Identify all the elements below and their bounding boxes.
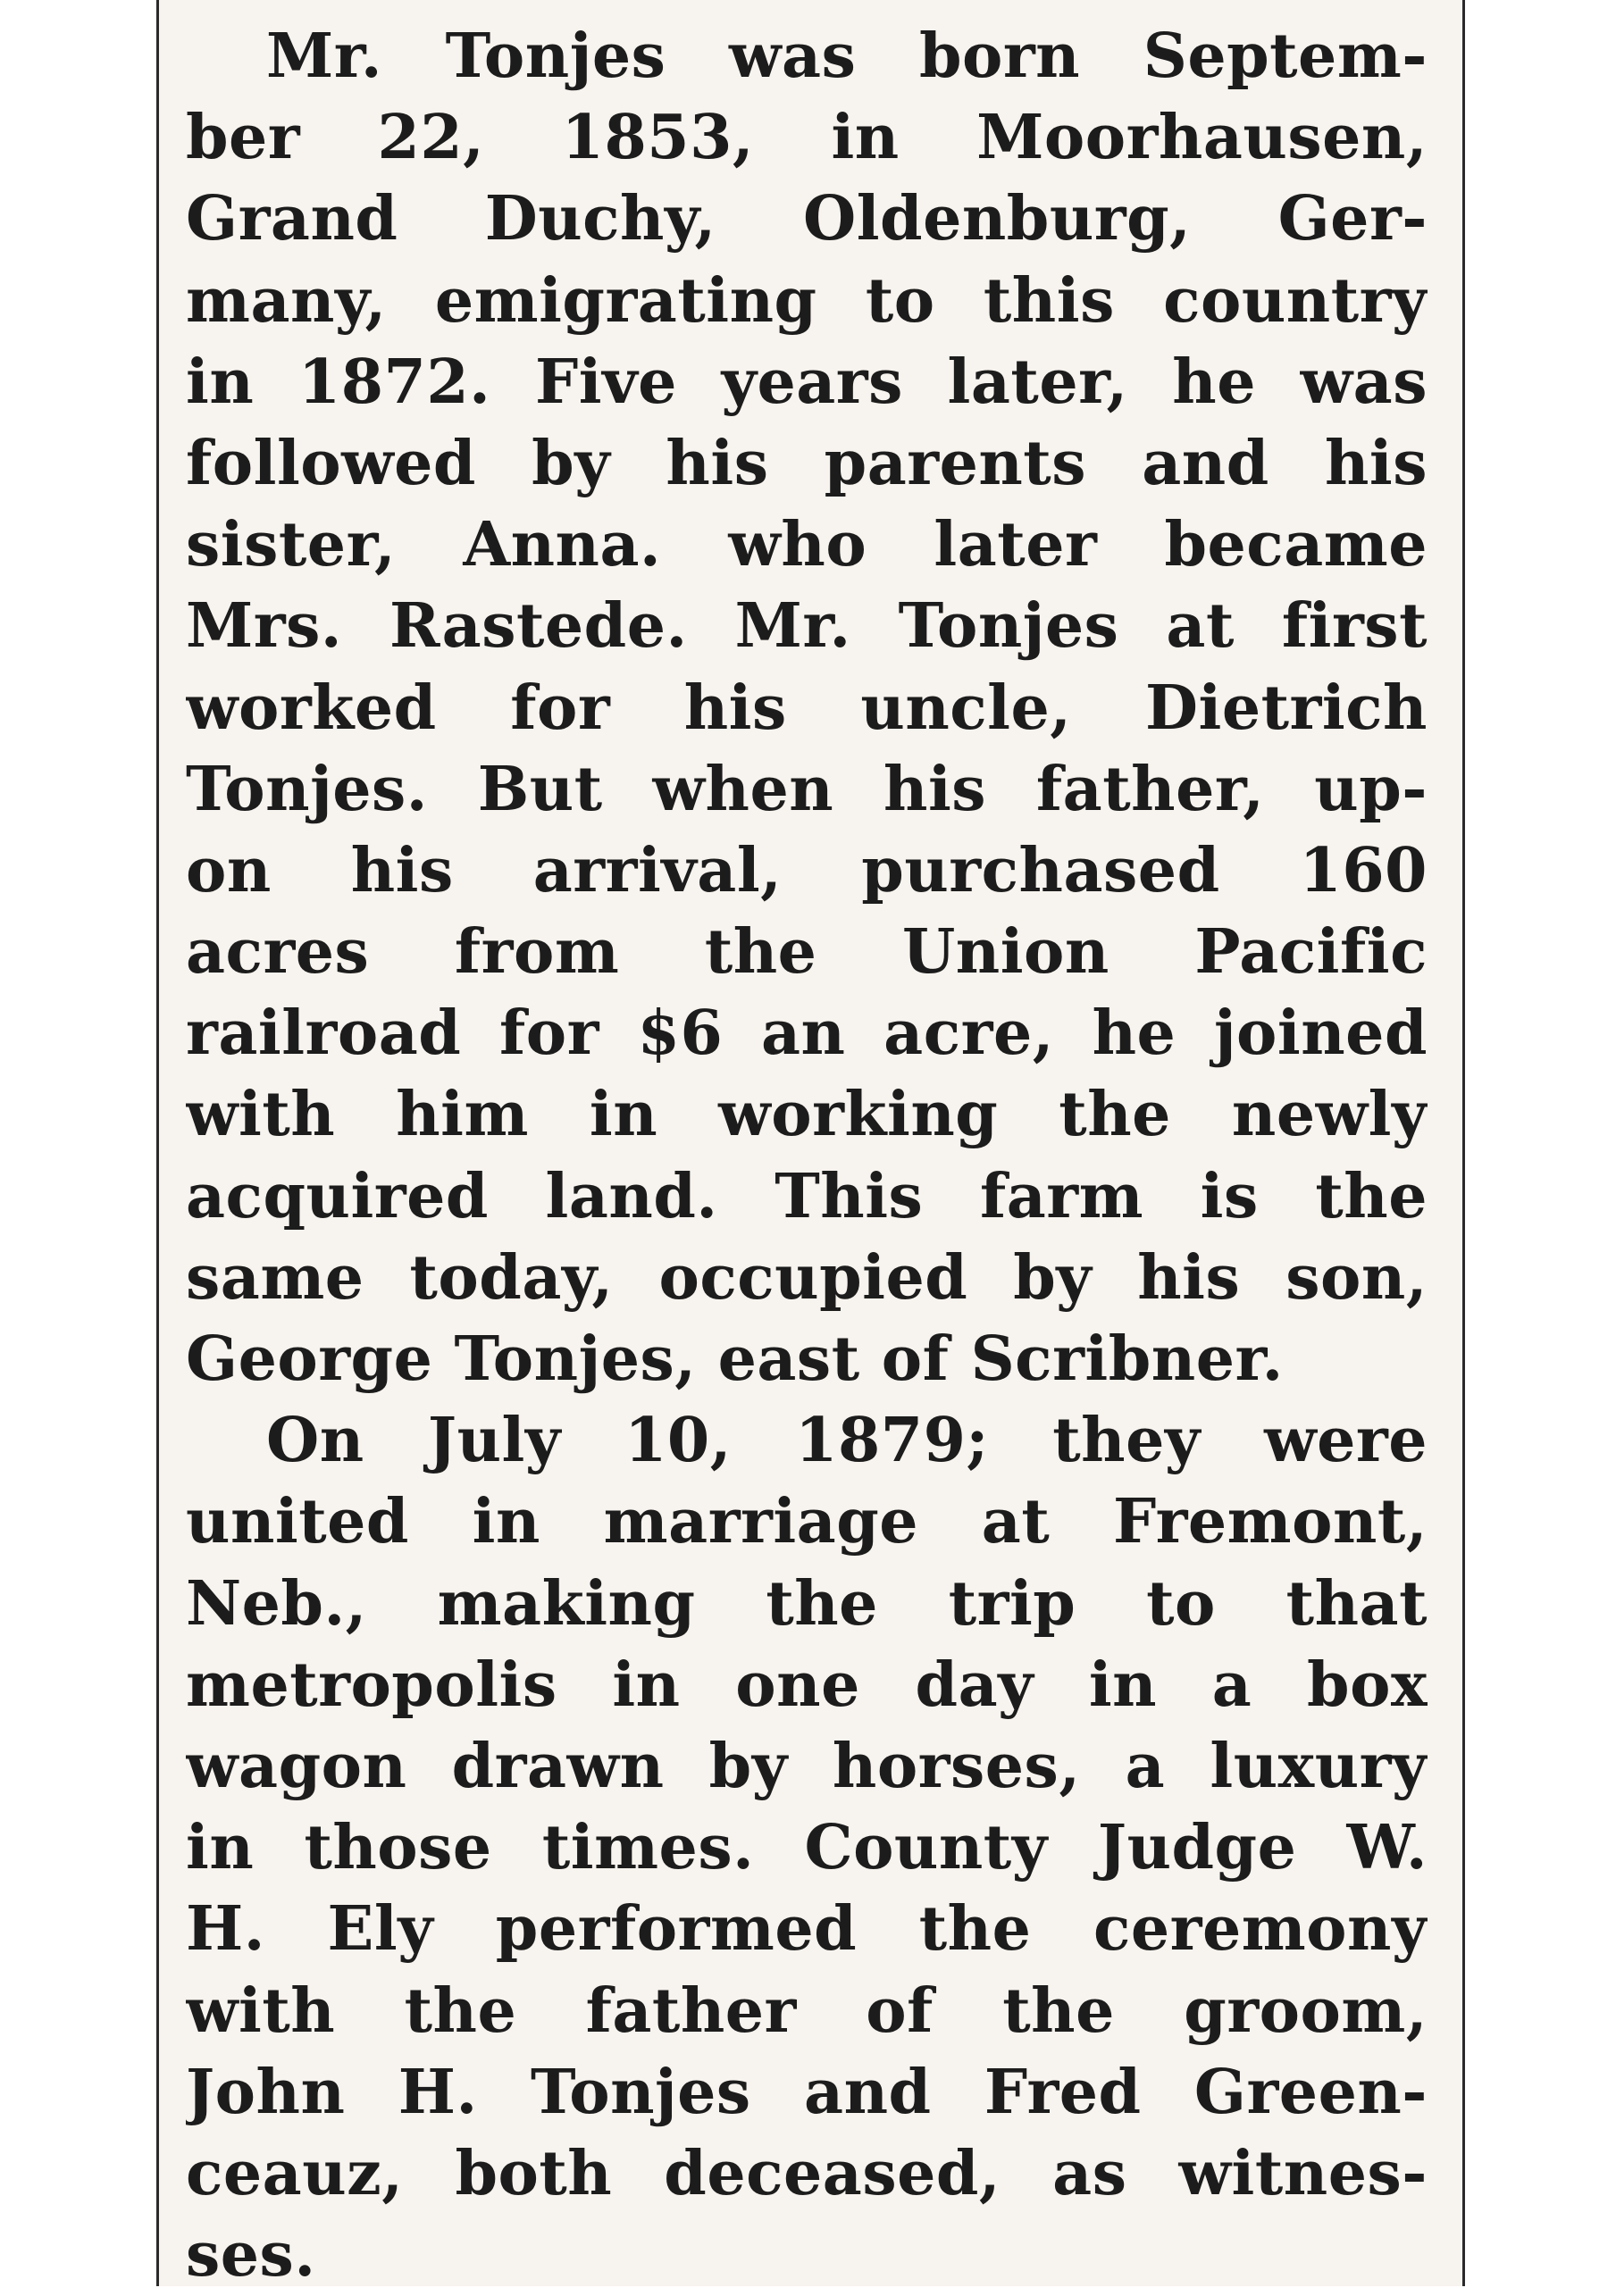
text-line: acquired land. This farm is the xyxy=(186,1160,1428,1232)
text-line: united in marriage at Fremont, xyxy=(186,1486,1428,1558)
text-line: worked for his uncle, Dietrich xyxy=(186,672,1428,744)
text-line: George Tonjes, east of Scribner. xyxy=(186,1323,1284,1395)
text-line: acres from the Union Pacific xyxy=(186,916,1428,989)
text-line: in 1872. Five years later, he was xyxy=(186,346,1428,418)
text-line: followed by his parents and his xyxy=(186,427,1428,499)
text-line: with him in working the newly xyxy=(186,1079,1428,1151)
text-line: railroad for $6 an acre, he joined xyxy=(186,998,1428,1070)
text-line: ber 22, 1853, in Moorhausen, xyxy=(186,102,1428,174)
text-line: Tonjes. But when his father, up- xyxy=(186,753,1428,825)
article-column xyxy=(186,16,1428,2296)
text-line: metropolis in one day in a box xyxy=(186,1649,1428,1721)
text-line: with the father of the groom, xyxy=(186,1975,1428,2047)
text-line: Mrs. Rastede. Mr. Tonjes at first xyxy=(186,590,1428,663)
text-line: John H. Tonjes and Fred Green- xyxy=(186,2056,1428,2128)
article-paragraph xyxy=(186,1400,1428,2296)
text-line: Mr. Tonjes was born Septem- xyxy=(266,21,1428,92)
text-line: Grand Duchy, Oldenburg, Ger- xyxy=(186,183,1428,255)
text-line: Neb., making the trip to that xyxy=(186,1567,1428,1640)
text-line: many, emigrating to this country xyxy=(186,264,1428,337)
text-line: same today, occupied by his son, xyxy=(186,1241,1428,1314)
text-line: ceauz, both deceased, as witnes- xyxy=(186,2137,1428,2209)
text-line: ses. xyxy=(186,2219,316,2292)
text-line: sister, Anna. who later became xyxy=(186,509,1428,581)
text-line: wagon drawn by horses, a luxury xyxy=(186,1730,1428,1802)
article-paragraph xyxy=(186,16,1428,1400)
text-line: On July 10, 1879; they were xyxy=(266,1405,1428,1477)
newspaper-clipping xyxy=(156,0,1465,2292)
text-line: H. Ely performed the ceremony xyxy=(186,1893,1428,1966)
text-line: on his arrival, purchased 160 xyxy=(186,834,1428,906)
text-line: in those times. County Judge W. xyxy=(186,1812,1428,1884)
